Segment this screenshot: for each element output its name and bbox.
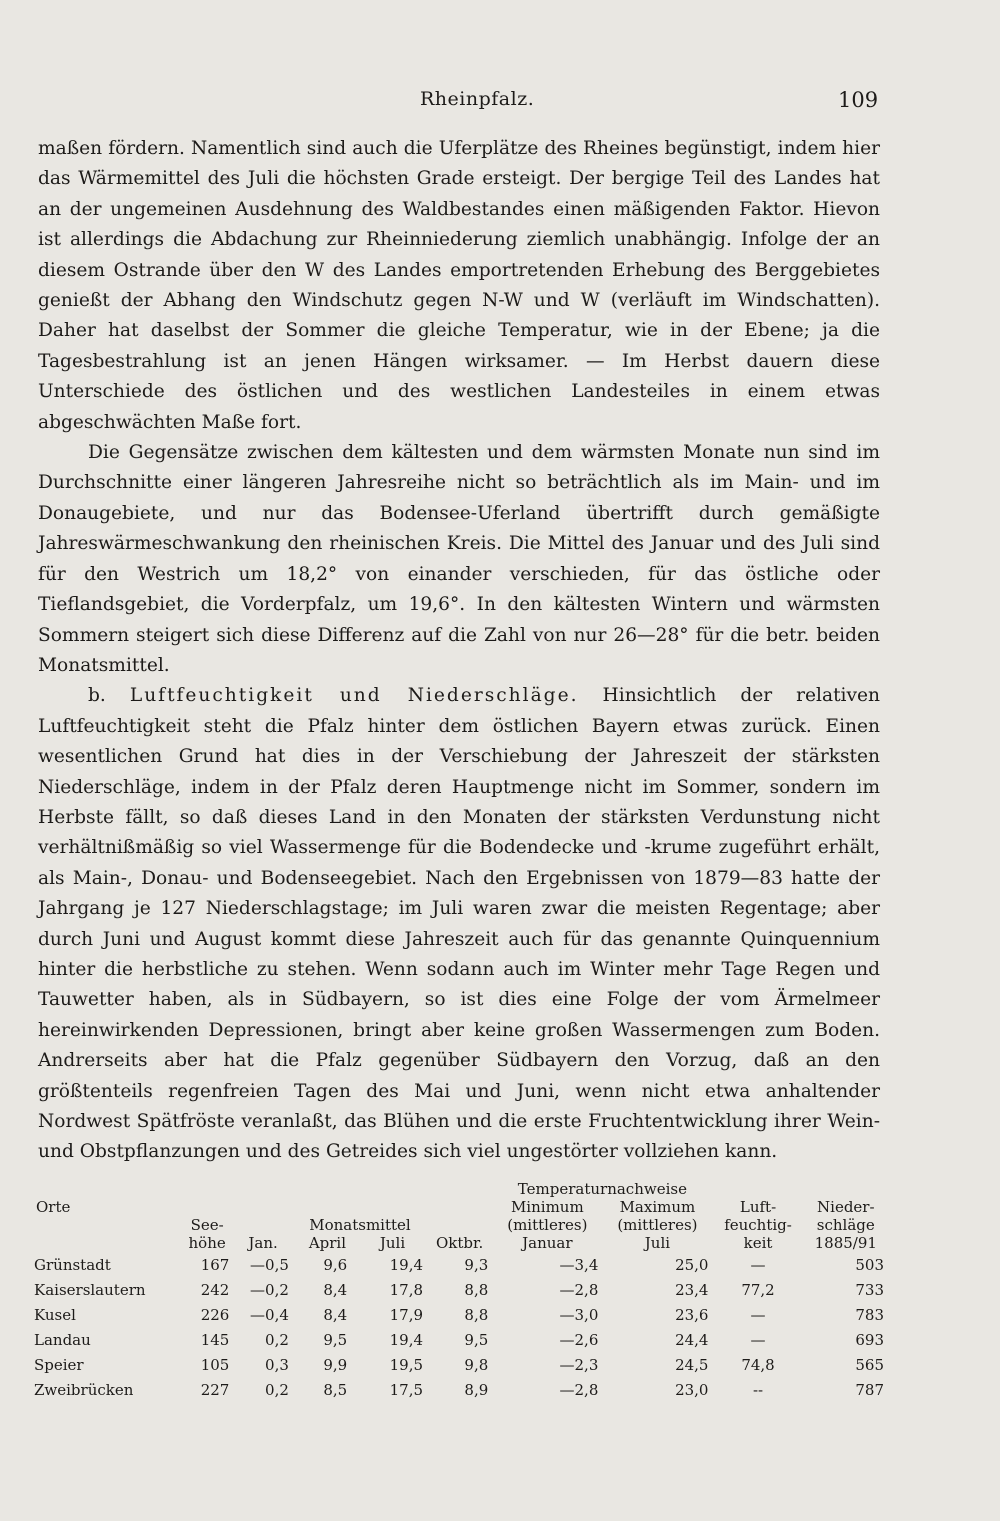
cell: 242: [200, 1280, 230, 1299]
cell: 503: [855, 1255, 884, 1274]
cell: 8,4: [323, 1305, 348, 1324]
section-label: b.: [88, 685, 106, 707]
temperature-table: [34, 1180, 888, 1402]
cell: —: [750, 1330, 766, 1349]
col-april: April: [308, 1234, 347, 1252]
running-header: [0, 88, 1000, 120]
cell-place: Kusel: [34, 1305, 76, 1324]
cell: 733: [855, 1280, 884, 1299]
running-title: Rheinpfalz.: [420, 88, 535, 110]
col-jan: Jan.: [248, 1234, 278, 1252]
cell: —3,4: [559, 1255, 599, 1274]
cell: —2,6: [559, 1330, 599, 1349]
cell: 693: [855, 1330, 884, 1349]
cell: 17,9: [389, 1305, 424, 1324]
cell: 227: [200, 1380, 230, 1399]
cell: —: [750, 1255, 766, 1274]
table-row: [34, 1277, 888, 1302]
cell-place: Kaiserslautern: [34, 1280, 146, 1299]
cell: 19,5: [389, 1355, 424, 1374]
cell: 9,5: [323, 1330, 348, 1349]
cell: 8,8: [464, 1280, 489, 1299]
col-niederschlaege: Nieder- schläge 1885/91: [814, 1198, 877, 1252]
cell: 167: [200, 1255, 230, 1274]
cell: 19,4: [389, 1255, 424, 1274]
cell: 8,9: [464, 1380, 489, 1399]
cell: —: [750, 1305, 766, 1324]
cell: --: [752, 1380, 764, 1399]
paragraph-2: Die Gegensätze zwischen dem kältesten und dem wärmsten Monate nun sind im Durchschnitte einer längeren Jahresreihe nicht so beträchtlich als im Main- und im Donaugebiete, und nur das Bodensee-Uferland übertrifft durch gemäßigte Jahreswärmeschwankung den rheinischen Kreis. Die Mittel des Januar und des Juli sind für den Westrich um 18,2° von einander verschieden, für das östliche oder Tieflandsgebiet, die Vorderpfalz, um 19,6°. In den kältesten Wintern und wärmsten Sommern steigert sich diese Differenz auf die Zahl von nur 26—28° für die betr. beiden Monatsmittel.: [38, 442, 880, 676]
cell: 226: [200, 1305, 230, 1324]
paragraph-3: [38, 681, 880, 1168]
table-row: [34, 1352, 888, 1377]
cell: 8,4: [323, 1280, 348, 1299]
cell: 23,0: [675, 1380, 709, 1399]
cell: 74,8: [741, 1355, 775, 1374]
cell: 17,8: [389, 1280, 424, 1299]
cell: 145: [200, 1330, 230, 1349]
paragraph-1: maßen fördern. Namentlich sind auch die Uferplätze des Rheines begünstigt, indem hier das Wärmemittel des Juli die höchsten Grade ersteigt. Der bergige Teil des Landes hat an der ungemeinen Ausdehnung des Waldbestandes einen mäßigenden Faktor. Hievon ist allerdings die Abdachung zur Rheinniederung ziemlich unabhängig. Infolge der an diesem Ostrande über den W des Landes emportretenden Erhebung des Berggebietes genießt der Abhang den Windschutz gegen N-W und W (verläuft im Windschatten). Daher hat daselbst der Sommer die gleiche Temperatur, wie in der Ebene; ja die Tagesbestrahlung ist an jenen Hängen wirksamer. — Im Herbst dauern diese Unterschiede des östlichen und des westlichen Landesteiles in einem etwas abgeschwächten Maße fort.: [38, 138, 880, 433]
cell: —0,5: [250, 1255, 289, 1274]
cell: 787: [855, 1380, 884, 1399]
cell: 9,9: [323, 1355, 348, 1374]
cell: 24,5: [675, 1355, 709, 1374]
table-row: [34, 1252, 888, 1277]
cell: 24,4: [675, 1330, 709, 1349]
cell: —2,8: [559, 1280, 599, 1299]
cell: 9,6: [323, 1255, 348, 1274]
cell-place: Speier: [34, 1355, 84, 1374]
col-juli: Juli: [379, 1234, 406, 1252]
col-minimum: Minimum (mittleres) Januar: [507, 1198, 588, 1252]
cell-place: Zweibrücken: [34, 1380, 134, 1399]
table-row: [34, 1377, 888, 1402]
cell: —3,0: [559, 1305, 599, 1324]
cell: —0,2: [250, 1280, 289, 1299]
cell: 9,5: [464, 1330, 489, 1349]
cell: —2,8: [559, 1380, 599, 1399]
table-header-row: [34, 1198, 888, 1252]
paragraph-3-text: Hinsichtlich der relativen Luftfeuchtigkeit steht die Pfalz hinter dem östlichen Bayern etwas zurück. Einen wesentlichen Grund hat dies in der Verschiebung der Jahreszeit der stärksten Niederschläge, indem in der Pfalz deren Hauptmenge nicht im Sommer, sondern im Herbste fällt, so daß dieses Land in den Monaten der stärksten Verdunstung nicht verhältnißmäßig so viel Wassermenge für die Bodendecke und -krume zugeführt erhält, als Main-, Donau- und Bodenseegebiet. Nach den Ergebnissen von 1879—83 hatte der Jahrgang je 127 Niederschlagstage; im Juli waren zwar die meisten Regentage; aber durch Juni und August kommt diese Jahreszeit auch für das genannte Quinquennium hinter die herbstliche zu stehen. Wenn sodann auch im Winter mehr Tage Regen und Tauwetter haben, als in Südbayern, so ist dies eine Folge der vom Ärmelmeer hereinwirkenden Depressionen, bringt aber keine großen Wassermengen zum Boden. Andrerseits aber hat die Pfalz gegenüber Südbayern den Vorzug, daß an den größtenteils regenfreien Tagen des Mai und Juni, wenn nicht etwa anhaltender Nordwest Spätfröste veranlaßt, das Blühen und die erste Fruchtentwicklung ihrer Wein- und Obstpflanzungen und des Getreides sich viel ungestörter vollziehen kann.: [38, 685, 880, 1163]
cell: 783: [855, 1305, 884, 1324]
col-seehoehe: See- höhe: [188, 1216, 226, 1252]
cell: 0,2: [265, 1330, 289, 1349]
cell: 19,4: [389, 1330, 424, 1349]
cell: —0,4: [250, 1305, 289, 1324]
body-text: [38, 134, 880, 1168]
cell: 9,8: [464, 1355, 489, 1374]
table-row: [34, 1327, 888, 1352]
cell: 9,3: [464, 1255, 489, 1274]
col-orte: Orte: [36, 1198, 71, 1216]
cell-place: Grünstadt: [34, 1255, 111, 1274]
cell: 0,3: [265, 1355, 289, 1374]
col-luftfeuchtigkeit: Luft- feuchtig- keit: [724, 1198, 792, 1252]
cell: 8,8: [464, 1305, 489, 1324]
col-monatsmittel: Monatsmittel April Juli: [293, 1198, 427, 1252]
table-row: [34, 1302, 888, 1327]
table-group-header-row: [34, 1180, 888, 1198]
cell: 8,5: [323, 1380, 348, 1399]
cell: 0,2: [265, 1380, 289, 1399]
cell: 105: [200, 1355, 230, 1374]
group-header-temperaturnachweise: Temperaturnachweise: [517, 1180, 687, 1198]
page-number: 109: [838, 88, 879, 112]
cell: 23,4: [675, 1280, 709, 1299]
cell: 77,2: [741, 1280, 775, 1299]
cell: 23,6: [675, 1305, 709, 1324]
section-heading: Luftfeuchtigkeit und Niederschläge.: [129, 685, 579, 707]
cell-place: Landau: [34, 1330, 91, 1349]
col-oktbr: Oktbr.: [436, 1234, 484, 1252]
table-body: [34, 1252, 888, 1402]
cell: 17,5: [389, 1380, 424, 1399]
cell: —2,3: [559, 1355, 599, 1374]
cell: 565: [855, 1355, 884, 1374]
col-maximum: Maximum (mittleres) Juli: [617, 1198, 698, 1252]
cell: 25,0: [675, 1255, 709, 1274]
